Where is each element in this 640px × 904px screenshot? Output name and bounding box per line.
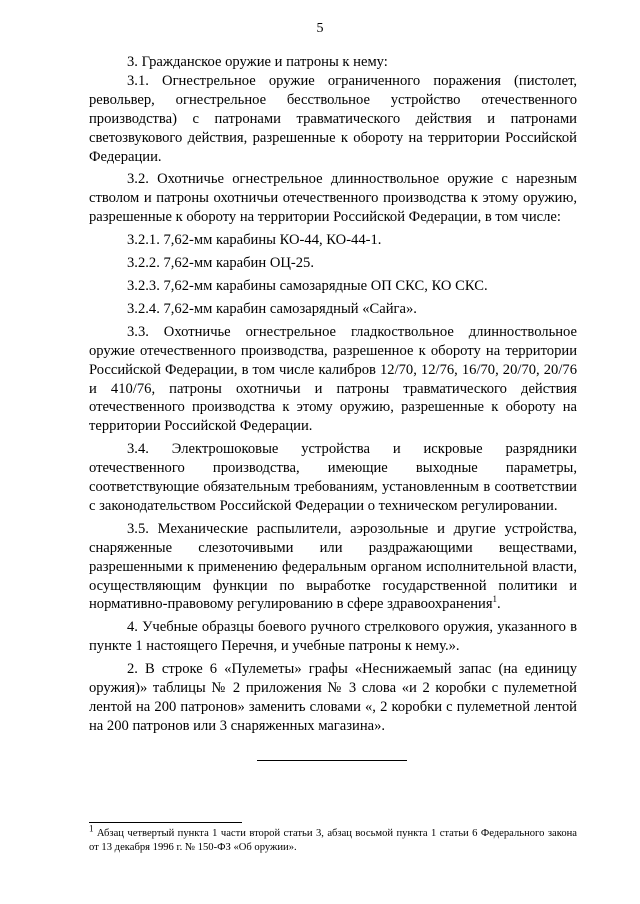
footnote-text: Абзац четвертый пункта 1 части второй статьи 3, абзац восьмой пункта 1 статьи 6 Федерального закона от 13 декабря 1996 г. № 150-ФЗ «Об оружии». [89, 828, 577, 853]
paragraph-3-4: 3.4. Электрошоковые устройства и искровые разрядники отечественного производства, имеющие выходные параметры, соответствующие обязательным требованиям, установленным в соответствии с законодательством Российской Федерации о техническом регулировании. [89, 441, 577, 514]
page-number: 5 [316, 21, 324, 36]
paragraph-3-3: 3.3. Охотничье огнестрельное гладкоствольное длинноствольное оружие отечественного производства, разрешенное к обороту на территории Российской Федерации, в том числе калибров 12/70, 12/76, 16/70, 20/70, 20/76 и 410/76, патроны охотничьи и патроны травматического действия отечественного производства к этому оружию, разрешенные к обороту на территории Российской Федерации. [89, 323, 577, 435]
footnote-separator [89, 822, 242, 823]
paragraph-4: 4. Учебные образцы боевого ручного стрелкового оружия, указанного в пункте 1 настоящего Перечня, и учебные патроны к нему.». [89, 619, 577, 655]
paragraph-2: 2. В строке 6 «Пулеметы» графы «Неснижаемый запас (на единицу оружия)» таблицы № 2 приложения № 3 слова «и 2 коробки с пулеметной лентой на 200 патронов» заменить словами «, 2 коробки с пулеметной лентой на 200 патронов или 3 снаряженных магазина». [89, 661, 577, 734]
paragraph-3-2-4: 3.2.4. 7,62-мм карабин самозарядный «Сайга». [127, 300, 417, 317]
footnote-marker: 1 [89, 823, 94, 834]
paragraph-3-5-text: 3.5. Механические распылители, аэрозольные и другие устройства, снаряженные слезоточивыми или раздражающими веществами, разрешенными к применению федеральным органом исполнительной власти, осуществляющим функции по выработке государственной политики и нормативно-правовому регулированию в сфере здравоохранения [89, 520, 577, 613]
paragraph-3-2-2: 3.2.2. 7,62-мм карабин ОЦ-25. [127, 255, 314, 272]
paragraph-3-2-1: 3.2.1. 7,62-мм карабины КО-44, КО-44-1. [127, 232, 382, 249]
paragraph-3-5 [89, 520, 577, 615]
footnote-reference: 1 [492, 594, 498, 605]
paragraph-3-2: 3.2. Охотничье огнестрельное длинноствольное оружие с нарезным стволом и патроны охотничьи отечественного производства к этому оружию, разрешенные к обороту на территории Российской Федерации, в том числе: [89, 171, 577, 226]
paragraph-3-5-tail: . [497, 596, 501, 613]
paragraph-3: 3. Гражданское оружие и патроны к нему: [127, 54, 388, 70]
document-body [89, 53, 577, 736]
paragraph-3-2-3: 3.2.3. 7,62-мм карабины самозарядные ОП СКС, КО СКС. [127, 277, 488, 294]
paragraph-3-1: 3.1. Огнестрельное оружие ограниченного поражения (пистолет, револьвер, огнестрельное бесствольное устройство отечественного производства) с патронами травматического действия и патронами светозвукового действия, разрешенные к обороту на территории Российской Федерации. [89, 72, 577, 165]
footnote [89, 823, 577, 855]
section-divider [257, 760, 407, 761]
